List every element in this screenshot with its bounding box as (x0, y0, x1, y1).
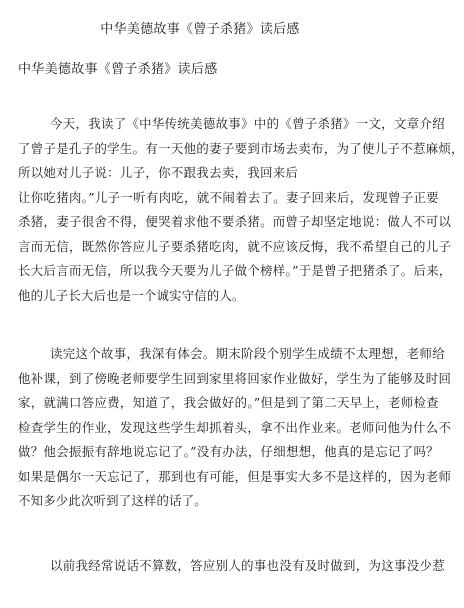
text-line: 了曾子是孔子的学生。有一天他的妻子要到市场去卖布，为了使儿子不惹麻烦， (18, 140, 464, 156)
text-line: 不知多少此次听到了这样的话了。 (18, 493, 207, 508)
paragraph-1 (18, 112, 464, 308)
text-line: 读完这个故事，我深有体会。期末阶段个别学生成绩不太理想，老师给 (50, 346, 445, 361)
text-line: 言而无信，既然你答应儿子要杀猪吃肉，就不应该反悔，我不希望自己的儿子 (18, 238, 452, 254)
text-line: 做？他会振振有辞地说忘记了。”没有办法，仔细想想，他真的是忘记了吗？ (18, 444, 439, 459)
text-line: 家，就满口答应费，知道了，我会做好的。”但是到了第二天早上，老师检查 (18, 395, 439, 410)
paragraph-2 (18, 342, 452, 514)
text-line: 让你吃猪肉。”儿子一听有肉吃，就不闹着去了。妻子回来后，发现曾子正要 (18, 189, 439, 205)
text-line: 长大后言而无信，所以我今天要为儿子做个榜样。”于是曾子把猪杀了。后来， (18, 263, 452, 278)
text-line: 杀猪，妻子很舍不得，便哭着求他不要杀猪。而曾子却坚定地说：做人不可以 (18, 214, 452, 229)
text-line: 以前我经常说话不算数，答应别人的事也没有及时做到，为这事没少惹 (50, 558, 445, 573)
text-line: 他的儿子长大后也是一个诚实守信的人。 (18, 287, 245, 303)
document-title: 中华美德故事《曾子杀猪》读后感 (100, 22, 300, 37)
paragraph-3 (18, 554, 445, 579)
text-line: 今天，我读了《中华传统美德故事》中的《曾子杀猪》一文，文章介绍 (50, 116, 445, 131)
text-line: 检查学生的作业，发现这些学生却抓着头，拿不出作业来。老师问他为什么不 (18, 419, 452, 435)
text-line: 他补课，到了傍晚老师要学生回到家里将回家作业做好，学生为了能够及时回 (18, 370, 452, 386)
text-line: 所以她对儿子说：儿子，你不跟我去卖，我回来后 (18, 165, 299, 180)
text-line: 如果是偶尔一天忘记了，那到也有可能，但是事实大多不是这样的，因为老师 (18, 468, 452, 484)
document-subtitle: 中华美德故事《曾子杀猪》读后感 (18, 62, 218, 77)
